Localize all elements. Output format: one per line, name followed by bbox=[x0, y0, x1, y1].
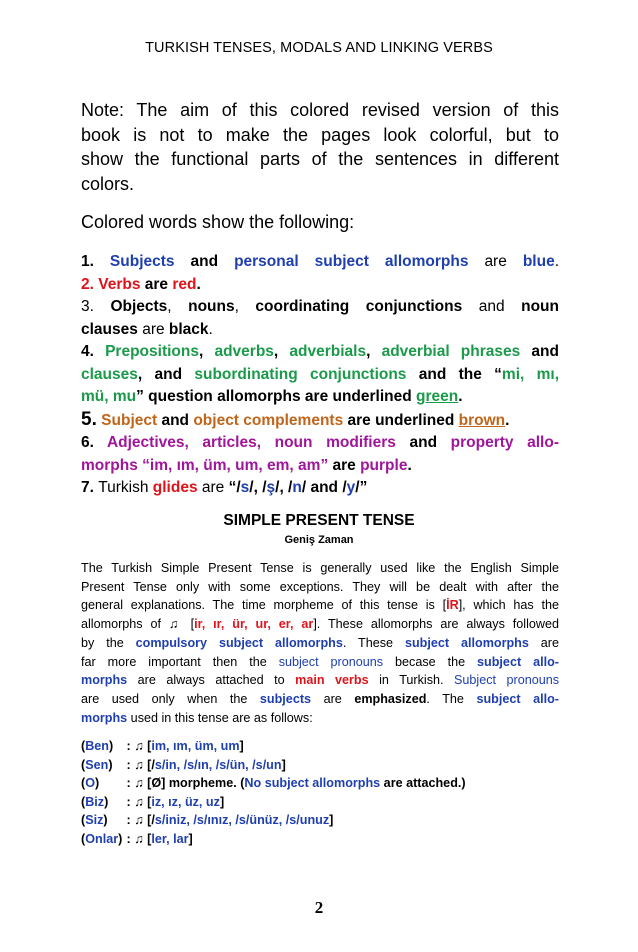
text-segment: noun bbox=[521, 298, 559, 315]
note-paragraph bbox=[81, 98, 559, 196]
text-segment: are bbox=[311, 691, 355, 706]
text-segment: subjects bbox=[259, 691, 312, 706]
text-segment: mü, mu bbox=[81, 388, 137, 405]
text-segment: green bbox=[416, 388, 459, 405]
section-title: SIMPLE PRESENT TENSE bbox=[223, 512, 415, 529]
text-segment: used in this tense are as follows: bbox=[127, 710, 313, 725]
page-header: TURKISH TENSES, MODALS AND LINKING VERBS bbox=[145, 40, 493, 56]
text-segment: in Turkish. bbox=[368, 673, 454, 688]
text-segment: , bbox=[234, 298, 256, 315]
key-line bbox=[81, 477, 559, 500]
allomorph-row bbox=[81, 830, 466, 849]
text-segment: are bbox=[328, 456, 361, 474]
text-segment: . These bbox=[342, 635, 405, 650]
text-segment: The Turkish Simple Present Tense is generally used like the English Simple bbox=[81, 561, 559, 575]
text-segment: emphasized bbox=[354, 691, 427, 706]
music-note-icon: ♫ bbox=[134, 776, 144, 790]
page-number: 2 bbox=[314, 898, 324, 917]
text-segment: ir, ır, ür, ur, er, ar bbox=[194, 617, 314, 632]
pronoun-cell: (Ben) bbox=[81, 739, 114, 753]
key-line bbox=[81, 296, 559, 319]
text-segment: are bbox=[137, 320, 169, 338]
note-line: show the functional parts of the sentences in different bbox=[81, 149, 559, 170]
text-segment: are bbox=[197, 479, 229, 496]
text-segment: allomorphs of ♫ [ bbox=[81, 617, 195, 632]
text-segment: . bbox=[407, 456, 412, 474]
note-line: Note: The aim of this colored revised version of this bbox=[81, 100, 559, 120]
text-segment: adverbials bbox=[289, 343, 367, 360]
text-segment: . The bbox=[426, 691, 477, 706]
text-segment: clauses bbox=[81, 320, 138, 338]
text-segment: compulsory subject allomorphs bbox=[135, 635, 343, 650]
music-note-icon: ♫ bbox=[134, 831, 144, 846]
text-segment: far more important then the bbox=[81, 654, 279, 669]
text-segment: 4. bbox=[81, 343, 106, 360]
text-segment: . bbox=[505, 411, 510, 429]
text-segment: main verbs bbox=[295, 673, 369, 688]
text-segment: , bbox=[273, 343, 290, 360]
text-segment: , bbox=[167, 298, 189, 315]
text-segment: glides bbox=[152, 479, 198, 496]
text-segment: 3. bbox=[81, 298, 111, 315]
text-segment: /, / bbox=[275, 479, 293, 496]
text-segment: Subject pronouns bbox=[454, 673, 560, 688]
text-segment: subordinating conjunctions bbox=[194, 365, 407, 383]
text-segment: İR bbox=[446, 598, 459, 613]
allomorph-part: [Ø] morpheme. ( bbox=[147, 776, 245, 790]
paragraph-line bbox=[81, 559, 559, 578]
text-segment: and the bbox=[406, 365, 495, 383]
paragraph-line bbox=[81, 709, 559, 728]
allomorph-part: [ bbox=[147, 831, 152, 846]
text-segment: are underlined bbox=[343, 411, 459, 429]
text-segment: red bbox=[172, 275, 197, 293]
text-segment: “/ bbox=[228, 479, 241, 496]
text-segment: are always attached to bbox=[127, 673, 296, 688]
text-segment: and bbox=[157, 411, 194, 429]
text-segment: s bbox=[240, 479, 250, 496]
key-line bbox=[81, 364, 559, 387]
paragraph-line bbox=[81, 578, 559, 597]
color-key-list bbox=[81, 251, 559, 500]
allomorph-part: ler, lar bbox=[151, 831, 189, 846]
allomorph-part: s bbox=[187, 757, 195, 772]
section-subtitle: Geniş Zaman bbox=[284, 534, 354, 546]
music-note-icon: ♫ bbox=[134, 757, 144, 772]
text-segment: and bbox=[520, 343, 559, 360]
text-segment: coordinating conjunctions bbox=[255, 298, 463, 315]
text-segment: object complements bbox=[193, 411, 344, 429]
text-segment: ” question allomorphs are underlined bbox=[136, 388, 417, 405]
allomorph-part: /un bbox=[262, 757, 282, 772]
text-segment: and bbox=[395, 434, 451, 451]
text-segment: black bbox=[168, 320, 209, 338]
allomorph-part: /unuz bbox=[296, 813, 330, 827]
allomorph-part: /ın, / bbox=[194, 757, 220, 772]
key-line bbox=[81, 409, 559, 433]
text-segment: general explanations. The time morpheme of this tense is [ bbox=[81, 598, 447, 613]
text-segment: 6. bbox=[81, 434, 107, 451]
text-segment: morphs “im, ım, üm, um, em, am” bbox=[81, 456, 329, 474]
pronoun: Ben bbox=[85, 739, 109, 753]
intro-text: Colored words show the following: bbox=[81, 212, 355, 232]
allomorph-part: /ınız, / bbox=[203, 813, 239, 827]
allomorph-part: s bbox=[289, 813, 297, 827]
text-segment: clauses bbox=[81, 365, 138, 383]
text-segment: , bbox=[198, 343, 215, 360]
text-segment: Present Tense only with some exceptions. They will be dealt with after the bbox=[81, 579, 559, 594]
text-segment: are bbox=[468, 253, 523, 270]
pronoun-cell: (Sen) bbox=[81, 757, 113, 772]
key-line bbox=[81, 432, 559, 455]
allomorph-part: /ün, / bbox=[226, 757, 256, 772]
allomorph-part: [ bbox=[147, 739, 152, 753]
note-line: colors. bbox=[81, 173, 135, 194]
allomorph-part: s bbox=[154, 813, 162, 827]
text-segment: ]. These allomorphs are always followed bbox=[313, 617, 559, 632]
text-segment: Adjectives, articles, noun modifiers bbox=[106, 434, 396, 451]
allomorph-part: are attached.) bbox=[380, 776, 466, 790]
allomorph-part: /iniz, / bbox=[161, 813, 197, 827]
allomorph-part: iz, ız, üz, uz bbox=[151, 794, 220, 809]
text-segment: adverbs bbox=[214, 343, 274, 360]
allomorph-part: s bbox=[255, 757, 263, 772]
text-segment: , and bbox=[137, 365, 195, 383]
pronoun-cell: (Siz) bbox=[81, 813, 108, 827]
paragraph-line bbox=[81, 615, 559, 634]
allomorph-part: No subject allomorphs bbox=[244, 776, 381, 790]
text-segment: ], which has the bbox=[458, 598, 559, 613]
allomorph-part: ] bbox=[281, 757, 286, 772]
allomorph-part: ] bbox=[219, 794, 225, 809]
text-segment: adverbial phrases bbox=[381, 343, 521, 360]
allomorph-row bbox=[81, 737, 466, 756]
key-line bbox=[81, 319, 559, 342]
allomorph-part: [/ bbox=[147, 757, 155, 772]
allomorph-part: s bbox=[196, 813, 204, 827]
paragraph-line bbox=[81, 653, 559, 672]
text-segment: /, / bbox=[249, 479, 267, 496]
text-segment: Subject bbox=[101, 411, 158, 429]
allomorph-part: s bbox=[154, 757, 162, 772]
text-segment: ş bbox=[266, 479, 276, 496]
text-segment: Objects bbox=[110, 298, 168, 315]
text-segment: / and / bbox=[301, 479, 347, 496]
text-segment: . bbox=[554, 253, 560, 270]
allomorph-table bbox=[81, 737, 466, 848]
text-segment: are bbox=[528, 635, 559, 650]
paragraph-line bbox=[81, 690, 559, 709]
key-line bbox=[81, 274, 559, 297]
allomorph-row bbox=[81, 774, 466, 793]
explanation-paragraph bbox=[81, 559, 559, 727]
pronoun: Biz bbox=[85, 794, 105, 809]
pronoun-cell: (Onlar) bbox=[81, 831, 123, 846]
text-segment: . bbox=[458, 388, 463, 405]
text-segment: . bbox=[196, 275, 201, 293]
text-segment: purple bbox=[360, 456, 408, 474]
allomorph-row bbox=[81, 793, 466, 812]
text-segment: morphs bbox=[81, 673, 128, 688]
text-segment: Turkish bbox=[98, 479, 153, 496]
key-line bbox=[81, 386, 559, 409]
text-segment: subject pronouns bbox=[278, 654, 384, 669]
text-segment: . bbox=[208, 320, 213, 338]
text-segment: “ bbox=[494, 365, 502, 383]
allomorph-part: s bbox=[238, 813, 246, 827]
pronoun: O bbox=[85, 776, 95, 790]
allomorph-part: /ünüz, / bbox=[245, 813, 290, 827]
allomorph-part: /in, / bbox=[161, 757, 188, 772]
separator: : bbox=[123, 739, 131, 753]
text-segment: blue bbox=[522, 253, 555, 270]
text-segment: 7. bbox=[81, 479, 99, 496]
text-segment: subject allo- bbox=[477, 654, 559, 669]
text-segment: are bbox=[140, 275, 173, 293]
text-segment: 2. Verbs bbox=[81, 275, 141, 293]
pronoun: Onlar bbox=[85, 831, 119, 846]
text-segment: by the bbox=[81, 635, 136, 650]
text-segment: subject allomorphs bbox=[404, 635, 529, 650]
text-segment: nouns bbox=[188, 298, 235, 315]
allomorph-part: s bbox=[219, 757, 227, 772]
paragraph-line bbox=[81, 596, 559, 615]
text-segment: brown bbox=[458, 411, 506, 429]
text-segment: subject allo- bbox=[476, 691, 559, 706]
text-segment: 1. bbox=[81, 253, 110, 270]
music-note-icon: ♫ bbox=[134, 813, 144, 827]
text-segment: are used only when the bbox=[81, 691, 260, 706]
separator: : bbox=[123, 831, 131, 846]
text-segment: , bbox=[366, 343, 382, 360]
note-line: book is not to make the pages look colorful, but to bbox=[81, 124, 559, 145]
allomorph-part: ] bbox=[188, 831, 193, 846]
pronoun-cell: (O) bbox=[81, 776, 100, 790]
separator: : bbox=[123, 776, 131, 790]
paragraph-line bbox=[81, 634, 559, 653]
text-segment: morphs bbox=[81, 710, 128, 725]
key-line bbox=[81, 341, 559, 364]
pronoun: Sen bbox=[85, 757, 109, 772]
text-segment: y bbox=[346, 479, 356, 496]
allomorph-row bbox=[81, 756, 466, 775]
text-segment: and bbox=[462, 298, 522, 315]
text-segment: and bbox=[174, 253, 235, 270]
pronoun: Siz bbox=[85, 813, 104, 827]
text-segment: Subjects bbox=[109, 253, 175, 270]
allomorph-part: ] bbox=[329, 813, 334, 827]
text-segment: property allo- bbox=[450, 434, 559, 451]
text-segment: n bbox=[292, 479, 302, 496]
separator: : bbox=[123, 794, 131, 809]
allomorph-part: [ bbox=[147, 794, 152, 809]
allomorph-row bbox=[81, 811, 466, 830]
text-segment: mi, mı, bbox=[501, 365, 559, 383]
text-segment: /” bbox=[355, 479, 368, 496]
text-segment: becase the bbox=[383, 654, 478, 669]
allomorph-part: [/ bbox=[147, 813, 155, 827]
separator: : bbox=[123, 757, 131, 772]
text-segment: Prepositions bbox=[105, 343, 199, 360]
text-segment: personal subject allomorphs bbox=[234, 253, 469, 270]
music-note-icon: ♫ bbox=[134, 739, 144, 753]
separator: : bbox=[123, 813, 131, 827]
allomorph-part: im, ım, üm, um bbox=[151, 739, 240, 753]
allomorph-part: ] bbox=[239, 739, 244, 753]
text-segment: 5. bbox=[81, 408, 97, 430]
pronoun-cell: (Biz) bbox=[81, 794, 109, 809]
music-note-icon: ♫ bbox=[134, 794, 144, 809]
paragraph-line bbox=[81, 671, 559, 690]
key-line bbox=[81, 455, 559, 478]
key-line bbox=[81, 251, 559, 274]
